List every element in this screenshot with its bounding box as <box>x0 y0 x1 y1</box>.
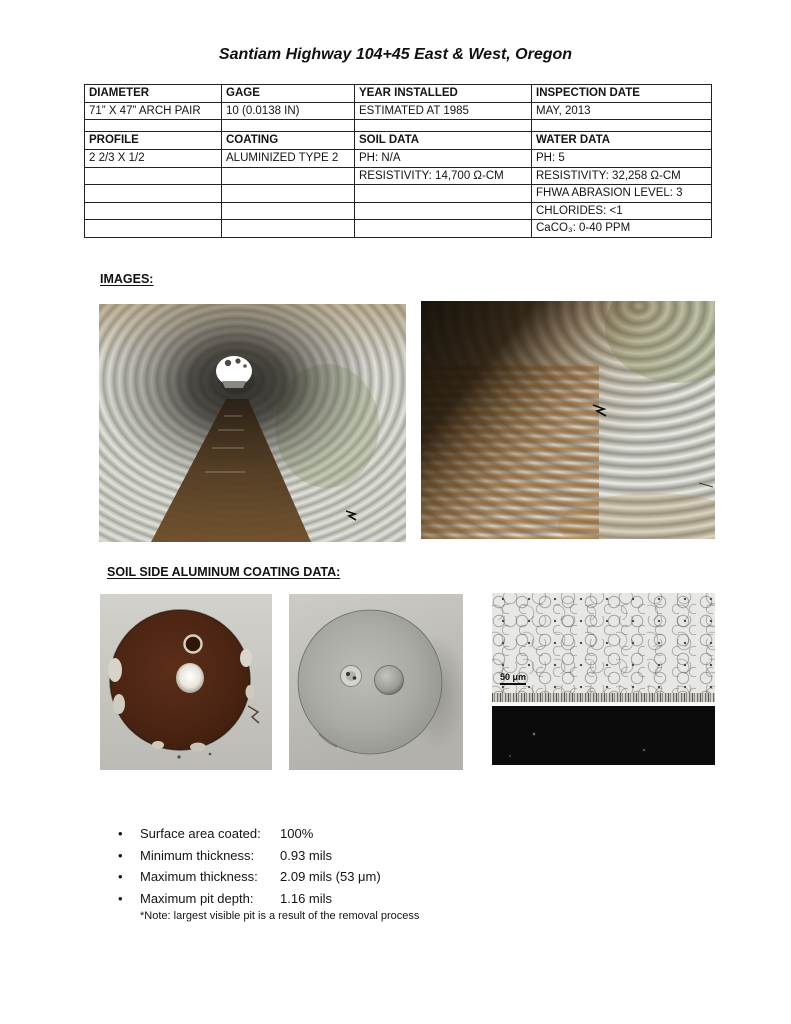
culvert-interior-illustration <box>99 304 406 542</box>
cleaned-coupon-illustration <box>289 594 463 770</box>
table-cell: DIAMETER <box>85 85 222 103</box>
measurement-item <box>118 845 419 867</box>
table-cell: YEAR INSTALLED <box>355 85 532 103</box>
table-cell: CaCO₃: 0-40 PPM <box>532 220 712 238</box>
coating-micrograph <box>492 593 715 765</box>
table-cell <box>85 185 222 203</box>
table-cell <box>222 185 355 203</box>
bullet-icon: • <box>118 826 123 842</box>
table-cell <box>355 120 532 132</box>
measurement-item <box>118 888 419 910</box>
table-row <box>85 132 712 150</box>
measurement-value: 2.09 mils (53 μm) <box>280 869 381 885</box>
soil-section-heading: SOIL SIDE ALUMINUM COATING DATA: <box>107 565 341 579</box>
table-cell: CHLORIDES: <1 <box>532 202 712 220</box>
table-cell <box>85 220 222 238</box>
table-cell: GAGE <box>222 85 355 103</box>
micrograph-mount-region <box>492 706 715 766</box>
table-row <box>85 220 712 238</box>
table-cell: PROFILE <box>85 132 222 150</box>
table-cell: 2 2/3 X 1/2 <box>85 149 222 167</box>
culvert-interior-photo <box>99 304 406 542</box>
bullet-icon: • <box>118 847 123 863</box>
measurement-value: 0.93 mils <box>280 847 333 863</box>
corroded-coupon-illustration <box>100 594 272 770</box>
measurement-value: 1.16 mils <box>280 890 333 906</box>
invert-closeup-photo <box>421 301 715 539</box>
measurement-label: Maximum pit depth: <box>140 890 254 906</box>
table-cell: PH: N/A <box>355 149 532 167</box>
coating-measurement-list <box>118 823 419 922</box>
table-cell: MAY, 2013 <box>532 102 712 120</box>
spec-table <box>84 84 712 238</box>
table-cell: ALUMINIZED TYPE 2 <box>222 149 355 167</box>
table-cell <box>222 220 355 238</box>
micrograph-scale-bar: 50 μm <box>500 673 526 685</box>
table-cell <box>222 167 355 185</box>
measurement-label: Maximum thickness: <box>140 869 258 885</box>
measurement-note: *Note: largest visible pit is a result of the removal process <box>140 910 420 922</box>
measurement-item <box>118 823 419 845</box>
measurement-label: Minimum thickness: <box>140 847 255 863</box>
page-title: Santiam Highway 104+45 East & West, Oregon <box>218 46 573 63</box>
table-cell: FHWA ABRASION LEVEL: 3 <box>532 185 712 203</box>
table-cell <box>85 120 222 132</box>
table-cell: ESTIMATED AT 1985 <box>355 102 532 120</box>
bullet-icon: • <box>118 890 123 906</box>
table-cell <box>355 185 532 203</box>
images-section-heading: IMAGES: <box>100 272 154 286</box>
table-cell: RESISTIVITY: 14,700 Ω-CM <box>355 167 532 185</box>
table-cell: 10 (0.0138 IN) <box>222 102 355 120</box>
table-row <box>85 185 712 203</box>
table-cell: SOIL DATA <box>355 132 532 150</box>
table-cell: 71” X 47” ARCH PAIR <box>85 102 222 120</box>
cleaned-coupon-photo <box>289 594 463 770</box>
table-row <box>85 202 712 220</box>
table-cell: WATER DATA <box>532 132 712 150</box>
table-row <box>85 120 712 132</box>
measurement-item <box>118 866 419 888</box>
invert-closeup-illustration <box>421 301 715 539</box>
table-cell <box>85 167 222 185</box>
table-cell: RESISTIVITY: 32,258 Ω-CM <box>532 167 712 185</box>
table-row <box>85 167 712 185</box>
micrograph-coating-band <box>492 693 715 702</box>
table-row <box>85 149 712 167</box>
corroded-coupon-photo <box>100 594 272 770</box>
table-cell <box>355 220 532 238</box>
measurement-label: Surface area coated: <box>140 826 261 842</box>
table-cell: COATING <box>222 132 355 150</box>
table-cell: PH: 5 <box>532 149 712 167</box>
table-cell <box>355 202 532 220</box>
table-row <box>85 85 712 103</box>
table-cell <box>532 120 712 132</box>
table-cell <box>222 120 355 132</box>
bullet-icon: • <box>118 869 123 885</box>
table-cell <box>85 202 222 220</box>
table-row <box>85 102 712 120</box>
table-cell: INSPECTION DATE <box>532 85 712 103</box>
table-cell <box>222 202 355 220</box>
measurement-value: 100% <box>280 826 314 842</box>
